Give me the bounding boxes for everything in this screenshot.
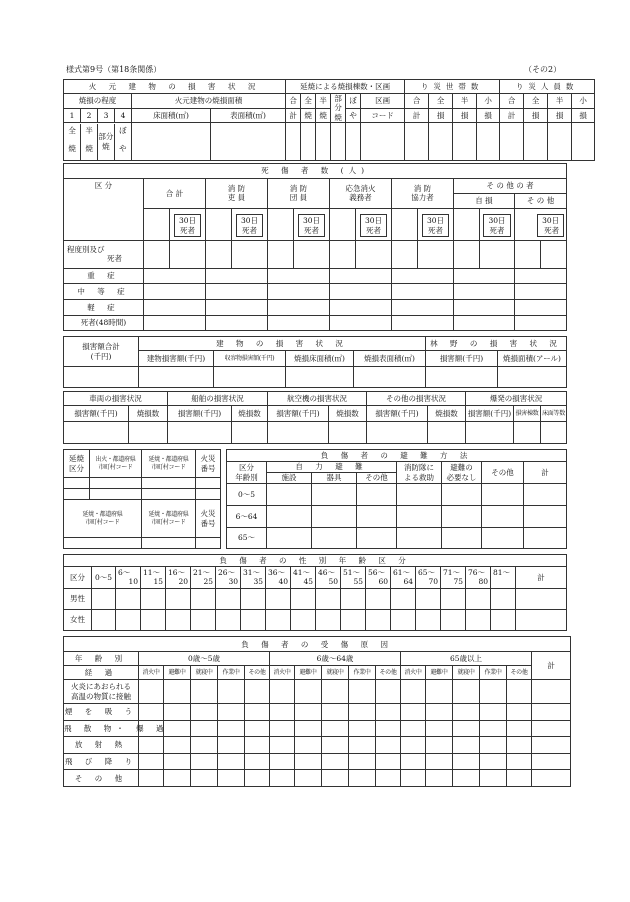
col-partial: 部分焼 <box>331 94 346 123</box>
level-4: 4 <box>115 108 132 123</box>
death30-self: 30日 死者 <box>480 208 515 240</box>
evac-total-header: 計 <box>524 462 567 484</box>
injury-cause-table <box>63 636 571 787</box>
ship-header: 船舶の損害状況 <box>168 392 268 406</box>
sub-all-bottom: 焼 <box>64 138 81 159</box>
row-dead-48h: 死者(48時間) <box>64 315 144 330</box>
sub-1-4: その他 <box>376 665 401 679</box>
hh-small-top: 小 <box>477 94 500 109</box>
death30-cooperator: 30日 死者 <box>418 208 454 240</box>
aircraft-header: 航空機の損害状況 <box>268 392 367 406</box>
sub-2-2: 就寝中 <box>453 665 480 679</box>
group-0-5: 0歳～5歳 <box>139 652 270 665</box>
ps-small-bottom: 損 <box>572 108 595 123</box>
air-count: 焼損数 <box>329 406 367 422</box>
sub-boya-bottom: や <box>119 144 127 154</box>
age-col-4: 26～ 30 <box>216 567 241 589</box>
ps-full-bottom: 損 <box>524 108 548 123</box>
loss-amount-table <box>63 336 567 388</box>
exp-bld-count: 損害棟数 <box>514 406 541 422</box>
facility-col: 施設 <box>267 473 312 484</box>
sub-1-1: 避難中 <box>295 665 322 679</box>
veh-loss: 損害額(千円) <box>64 406 129 422</box>
hh-total-top: 合 <box>405 94 429 109</box>
age-col-5: 31～ 35 <box>241 567 266 589</box>
age-col-9: 51～ 55 <box>341 567 366 589</box>
sub-2-0: 消火中 <box>401 665 426 679</box>
row-minor: 軽 症 <box>64 299 144 315</box>
form-number: 様式第9号（第18条関係） <box>66 65 162 74</box>
obligated-header: 応急消火 義務者 <box>330 178 392 208</box>
hh-full-bottom: 損 <box>429 108 453 123</box>
ps-total-top: 合 <box>500 94 524 109</box>
age-col-12: 65～ 70 <box>416 567 441 589</box>
air-loss: 損害額(千円) <box>268 406 329 422</box>
age-kubun: 区分 年齢別 <box>227 462 267 484</box>
ps-half-top: 半 <box>548 94 572 109</box>
hh-small-bottom: 損 <box>477 108 500 123</box>
total-loss-header: 損害額合計 (千円) <box>64 337 139 367</box>
total-header: 合 計 <box>144 178 206 208</box>
casualties-table <box>63 163 567 331</box>
fire-corps-header: 消 防 団 員 <box>268 178 330 208</box>
col-total-bottom: 計 <box>286 108 301 123</box>
female-row: 女性 <box>64 610 92 631</box>
col-section-code: コード <box>361 108 405 123</box>
sub-2-1: 避難中 <box>426 665 453 679</box>
sub-1-3: 作業中 <box>349 665 376 679</box>
sub-boya-top: ぼ <box>119 126 127 136</box>
self-other-col: その他 <box>357 473 397 484</box>
sub-partial: 部分焼 <box>98 124 115 160</box>
cooperator-header: 消 防 協力者 <box>392 178 454 208</box>
category-header <box>64 178 144 240</box>
age-col-1: 11～ 15 <box>141 567 166 589</box>
row-moderate: 中 等 症 <box>64 283 144 299</box>
death30-obligated: 30日 死者 <box>356 208 392 240</box>
gender-age-table <box>63 554 567 631</box>
injury-cause-title: 負 傷 者 の 受 傷 原 因 <box>64 637 571 652</box>
burn-subtable <box>64 124 131 160</box>
ps-full-top: 全 <box>524 94 548 109</box>
cause-radiant-heat: 放 射 熱 <box>64 737 139 754</box>
sub-0-1: 避難中 <box>164 665 191 679</box>
gender-age-title: 負 傷 者 の 性 別 年 齢 区 分 <box>64 555 567 567</box>
ps-small-top: 小 <box>572 94 595 109</box>
oth-count: 焼損数 <box>428 406 466 422</box>
hh-half-top: 半 <box>453 94 477 109</box>
vehicle-header: 車両の損害状況 <box>64 392 168 406</box>
death30-corps: 30日 死者 <box>294 208 330 240</box>
age-0-5: 0～5 <box>227 484 267 506</box>
fire-staff-header: 消 防 吏 員 <box>206 178 268 208</box>
noneed-header: 避難の 必要なし <box>442 462 482 484</box>
surface-area-col: 表面積(㎡) <box>211 108 286 123</box>
row-serious: 重 症 <box>64 268 144 283</box>
age-col-11: 61～ 64 <box>391 567 416 589</box>
spread-kubun: 延焼 区分 <box>64 450 90 478</box>
age-col-2: 16～ 20 <box>166 567 191 589</box>
ps-total-bottom: 計 <box>500 108 524 123</box>
age-total-col: 計 <box>516 567 567 589</box>
col-half-bottom: 焼 <box>316 108 331 123</box>
casualties-title: 死 傷 者 数 (人) <box>64 164 567 179</box>
category-label: 区 分 <box>94 180 113 190</box>
spread-code-table <box>63 449 221 549</box>
sub-0-4: その他 <box>245 665 270 679</box>
age-col-7: 41～ 45 <box>291 567 316 589</box>
age-col-15: 81～ <box>491 567 516 589</box>
group-65: 65歳以上 <box>401 652 532 665</box>
sub-all-top: 全 <box>64 124 81 139</box>
cause-jump: 飛 び 降 り <box>64 753 139 770</box>
age-col-8: 46～ 50 <box>316 567 341 589</box>
other-persons-header: そ の 他 <box>515 193 567 208</box>
sub-2-4: その他 <box>507 665 532 679</box>
sub-0-0: 消火中 <box>139 665 164 679</box>
cause-flame: 火炎にあおられる 高温の物質に接触 <box>64 680 139 704</box>
building-damage-header: 建 物 の 損 害 状 況 <box>139 337 426 351</box>
age-6-64: 6～64 <box>227 506 267 528</box>
households-header: り災世帯数 <box>405 80 500 94</box>
col-boya-top: ぼ <box>346 94 361 109</box>
col-section-header: 区画 <box>361 94 405 109</box>
burnt-floor-col: 焼損床面積(㎡) <box>286 351 354 367</box>
ship-count: 焼損数 <box>232 406 268 422</box>
exp-loss: 損害額(千円) <box>466 406 514 422</box>
forest-area-col: 焼損面積(アール) <box>498 351 567 367</box>
cause-total-header: 計 <box>532 652 571 680</box>
spread-building-header: 延焼による焼損棟数・区画 <box>286 80 405 94</box>
page-label: （その2） <box>524 65 562 74</box>
age-col-6: 36～ 40 <box>266 567 291 589</box>
ship-loss: 損害額(千円) <box>168 406 232 422</box>
degree-label: 程度別及び 死者 <box>64 241 144 269</box>
hh-half-bottom: 損 <box>453 108 477 123</box>
sub-1-2: 就寝中 <box>322 665 349 679</box>
age-col-13: 71～ 75 <box>441 567 466 589</box>
age-col-0: 6～ 10 <box>116 567 141 589</box>
route-header: 経 過 <box>64 665 139 679</box>
fire-building-damage-header: 火 元 建 物 の 損 害 状 況 <box>64 80 286 94</box>
age-col-14: 76～ 80 <box>466 567 491 589</box>
floor-area-col: 床面積(㎡) <box>132 108 211 123</box>
burn-level-header: 焼損の程度 <box>64 94 132 109</box>
gender-kubun: 区分 <box>64 567 92 589</box>
cause-debris: 飛 散 物・ 爆 過 <box>64 720 139 737</box>
veh-count: 焼損数 <box>129 406 168 422</box>
floor-area-header: 火元建物の焼損面積 <box>132 94 286 109</box>
explosion-header: 爆発の損害状況 <box>466 392 567 406</box>
ps-half-bottom: 損 <box>548 108 572 123</box>
hh-total-bottom: 計 <box>405 108 429 123</box>
death30-total: 30日 死者 <box>170 208 206 240</box>
col-total-top: 合 <box>286 94 301 109</box>
group-6-64: 6歳～64歳 <box>270 652 401 665</box>
age-col-10: 56～ 60 <box>366 567 391 589</box>
tool-col: 器具 <box>312 473 357 484</box>
contents-loss-col: 収容物損害額(千円) <box>214 351 286 367</box>
other-damage-table <box>63 391 567 444</box>
level-1: 1 <box>64 108 81 123</box>
exp-floor-count: 床面等数 <box>541 406 567 422</box>
forest-damage-header: 林 野 の 損 害 状 況 <box>426 337 567 351</box>
cause-other: そ の 他 <box>64 770 139 787</box>
self-evac-header: 自 力 避 難 <box>267 462 397 473</box>
pref-code-header: 延焼・都道府県 市町村コード <box>64 500 142 538</box>
spread-code-header: 延焼・都道府県 市町村コード <box>142 450 196 478</box>
oth-loss: 損害額(千円) <box>367 406 428 422</box>
sub-half-bottom: 焼 <box>81 138 98 159</box>
persons-header: り災人員数 <box>500 80 595 94</box>
other-header: その他の損害状況 <box>367 392 466 406</box>
col-half-top: 半 <box>316 94 331 109</box>
sub-half-top: 半 <box>81 124 98 139</box>
evac-other-header: その他 <box>482 462 524 484</box>
col-full-bottom: 焼 <box>301 108 316 123</box>
burnt-surface-col: 焼損表面積(㎡) <box>354 351 426 367</box>
forest-loss-col: 損害額(千円) <box>426 351 498 367</box>
sub-0-2: 就寝中 <box>191 665 218 679</box>
level-3: 3 <box>98 108 115 123</box>
evacuation-title: 負 傷 者 の 避 難 方 法 <box>227 450 567 462</box>
age-group-header: 年 齢 別 <box>64 652 139 665</box>
sub-1-0: 消火中 <box>270 665 295 679</box>
col-boya-bottom: や <box>346 108 361 123</box>
sub-2-3: 作業中 <box>480 665 507 679</box>
damage-summary-table <box>63 79 595 161</box>
col-full-top: 全 <box>301 94 316 109</box>
evacuation-table <box>226 449 567 549</box>
origin-code-header: 出火・都道府県 市町村コード <box>90 450 142 478</box>
male-row: 男性 <box>64 589 92 610</box>
building-loss-col: 建物損害額(千円) <box>139 351 214 367</box>
sub-0-3: 作業中 <box>218 665 245 679</box>
death30-staff: 30日 死者 <box>232 208 268 240</box>
death30-others: 30日 死者 <box>515 208 567 240</box>
fire-number-header-2: 火災 番号 <box>196 500 221 538</box>
age-0-5-col: 0～5 <box>92 567 116 589</box>
age-col-3: 21～ 25 <box>191 567 216 589</box>
fire-number-header: 火災 番号 <box>196 450 221 478</box>
hh-full-top: 全 <box>429 94 453 109</box>
age-65: 65～ <box>227 528 267 549</box>
self-injury-header: 自 損 <box>454 193 515 208</box>
spread-code-header-2: 延焼・都道府県 市町村コード <box>142 500 196 538</box>
others-header: そ の 他 の 者 <box>454 178 567 193</box>
cause-smoke: 煙 を 吸 う <box>64 704 139 721</box>
rescue-header: 消防隊に よる救助 <box>397 462 442 484</box>
level-2: 2 <box>81 108 98 123</box>
